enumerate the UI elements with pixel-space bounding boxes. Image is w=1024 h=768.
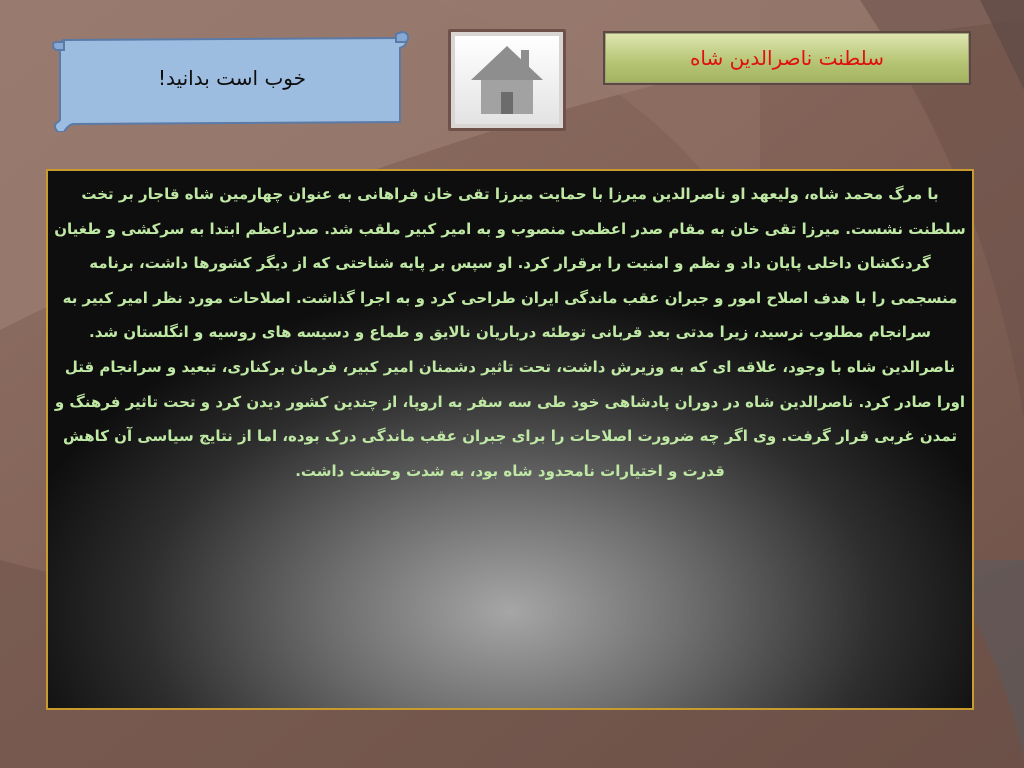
slide-title-bar (603, 31, 971, 85)
content-panel (46, 169, 974, 710)
scroll-note-label: خوب است بدانید! (158, 66, 306, 90)
house-icon (469, 44, 545, 118)
home-button[interactable] (448, 29, 566, 131)
good-to-know-scroll[interactable] (52, 28, 410, 132)
slide-title: سلطنت ناصرالدین شاه (689, 46, 885, 70)
body-paragraph: با مرگ محمد شاه، ولیعهد او ناصرالدین میرزا با حمایت میرزا تقی خان فراهانی به عنوان چهارمین شاه قاجار بر تخت سلطنت نشست. میرزا تقی خان به مقام صدر اعظمی منصوب و به امیر کبیر ملقب شد. صدراعظم ابتدا به سرکشی و طغیان گردنکشان داخلی پایان داد و نظم و امنیت را برقرار کرد. او سپس بر پایه شناختی که از دیگر کشورها داشت، برنامه منسجمی را با هدف اصلاح امور و جبران عقب ماندگی ایران طراحی کرد و به اجرا گذاشت. اصلاحات مورد نظر امیر کبیر به سرانجام مطلوب نرسید، زیرا مدتی بعد قربانی توطئه درباریان نالایق و طماع و دسیسه های روسیه و انگلستان شد. ناصرالدین شاه با وجود، علاقه ای که به وزیرش داشت، تحت تاثیر دشمنان امیر کبیر، فرمان برکناری، تبعید و سرانجام قتل اورا صادر کرد. ناصرالدین شاه در دوران پادشاهی خود طی سه سفر به اروپا، از چندین کشور دیدن کرد و تحت تاثیر فرهنگ و تمدن غربی قرار گرفت. وی اگر چه ضرورت اصلاحات را برای جبران عقب ماندگی درک بوده، اما از نتایج سیاسی آن کاهش قدرت و اختیارات نامحدود شاه بود، به شدت وحشت داشت. (54, 185, 966, 480)
home-button-face (455, 36, 559, 124)
